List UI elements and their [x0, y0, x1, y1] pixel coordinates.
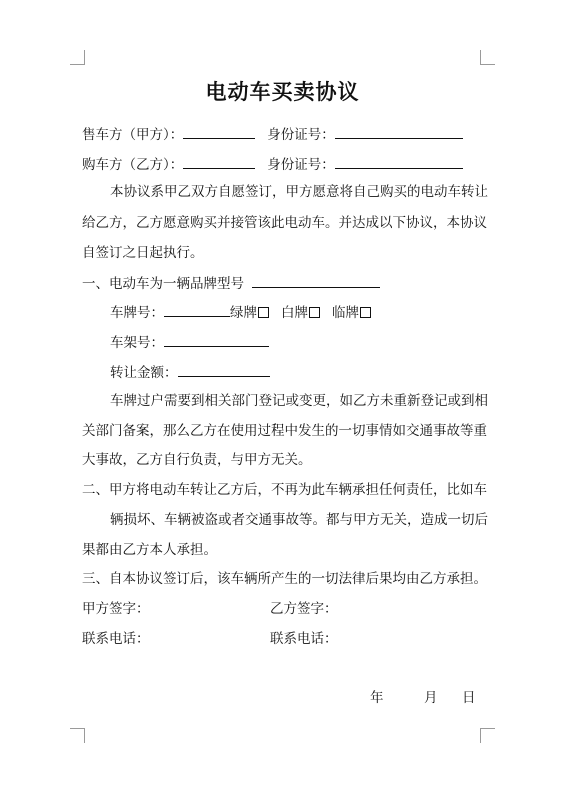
- seller-id-field[interactable]: [335, 124, 463, 139]
- frame-number-field[interactable]: [164, 332, 269, 347]
- party-b-sign-label: 乙方签字：: [270, 601, 338, 617]
- section1-heading-line: [82, 273, 380, 293]
- intro-line-3: 自签订之日起执行。: [82, 245, 204, 261]
- plate-option-temp: 临牌: [332, 305, 359, 321]
- plate-number-field[interactable]: [164, 302, 230, 317]
- buyer-id-label: 身份证号：: [267, 157, 335, 173]
- seller-name-field[interactable]: [183, 124, 255, 139]
- buyer-line: [82, 154, 463, 174]
- intro-line-1: 本协议系甲乙双方自愿签订，甲方愿意将自己购买的电动车转让: [110, 184, 488, 200]
- section1-note-line-3: 大事故，乙方自行负责，与甲方无关。: [82, 452, 312, 468]
- party-a-phone-label: 联系电话：: [82, 631, 150, 647]
- party-b-phone-label: 联系电话：: [270, 631, 338, 647]
- section1-note-line-2: 关部门备案，那么乙方在使用过程中发生的一切事情如交通事故等重: [82, 423, 487, 439]
- price-field[interactable]: [178, 362, 270, 377]
- frame-label: 车架号：: [110, 335, 164, 351]
- section1-heading: 一、电动车为一辆品牌型号: [82, 276, 244, 292]
- intro-line-2: 给乙方，乙方愿意购买并接管该此电动车。并达成以下协议，本协议: [82, 215, 487, 231]
- seller-label: 售车方（甲方）：: [82, 127, 184, 143]
- crop-mark-top-right: [480, 50, 495, 65]
- seller-id-label: 身份证号：: [267, 127, 335, 143]
- plate-green-checkbox[interactable]: [258, 307, 269, 318]
- crop-mark-bottom-left: [70, 728, 85, 743]
- buyer-id-field[interactable]: [335, 154, 463, 169]
- date-day: 日: [462, 690, 476, 706]
- seller-line: [82, 124, 463, 144]
- plate-white-checkbox[interactable]: [309, 307, 320, 318]
- buyer-label: 购车方（乙方）：: [82, 157, 184, 173]
- section2-line-2: 辆损坏、车辆被盗或者交通事故等。都与甲方无关，造成一切后: [110, 512, 488, 528]
- plate-label: 车牌号：: [110, 305, 164, 321]
- price-line: [110, 362, 270, 382]
- section1-note-line-1: 车牌过户需要到相关部门登记或变更，如乙方未重新登记或到相: [110, 393, 488, 409]
- price-label: 转让金额：: [110, 365, 178, 381]
- plate-option-green: 绿牌: [230, 305, 257, 321]
- party-a-sign-label: 甲方签字：: [82, 601, 150, 617]
- date-month: 月: [424, 690, 438, 706]
- section3-line: 三、自本协议签订后，该车辆所产生的一切法律后果均由乙方承担。: [82, 571, 487, 587]
- section2-line-3: 果都由乙方本人承担。: [82, 542, 217, 558]
- crop-mark-top-left: [70, 50, 85, 65]
- section2-line-1: 二、甲方将电动车转让乙方后，不再为此车辆承担任何责任，比如车: [82, 482, 487, 498]
- date-year: 年: [370, 690, 384, 706]
- crop-mark-bottom-right: [480, 728, 495, 743]
- plate-line: [110, 302, 371, 322]
- plate-option-white: 白牌: [281, 305, 308, 321]
- plate-temp-checkbox[interactable]: [360, 307, 371, 318]
- brand-model-field[interactable]: [252, 273, 380, 288]
- frame-line: [110, 332, 269, 352]
- buyer-name-field[interactable]: [183, 154, 255, 169]
- document-title: 电动车买卖协议: [205, 79, 360, 104]
